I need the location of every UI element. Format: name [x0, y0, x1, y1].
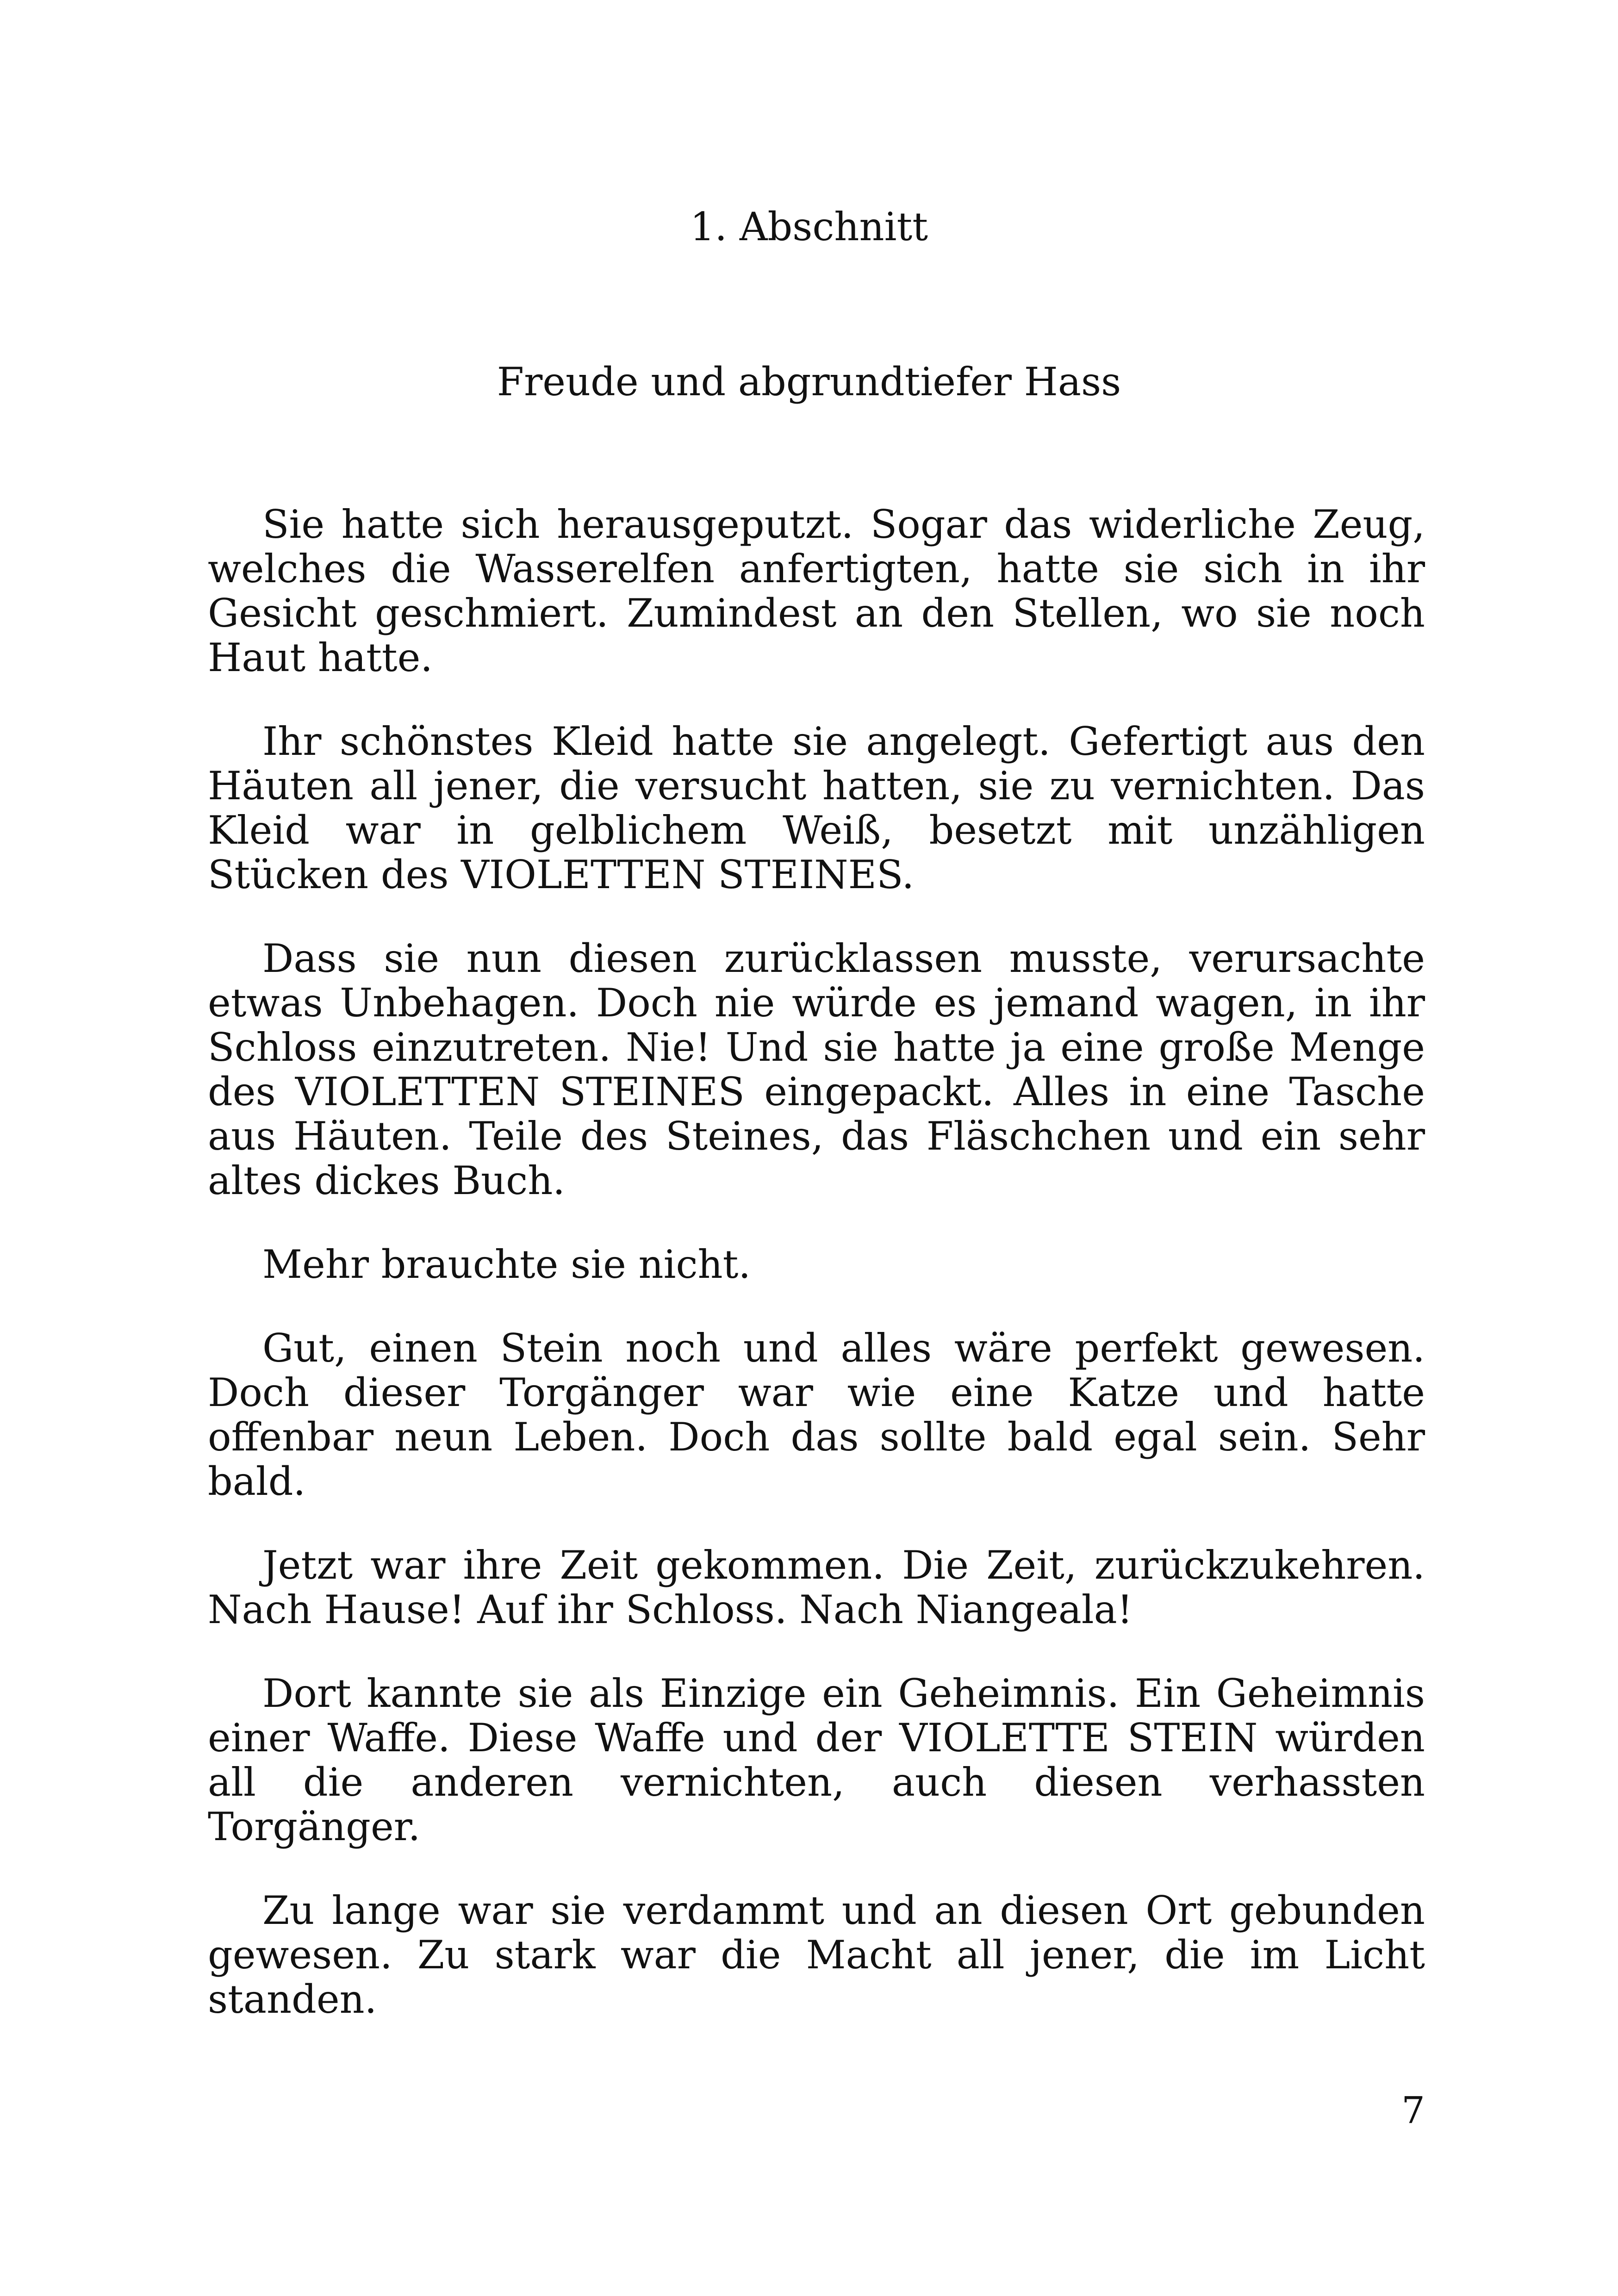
- section-heading: 1. Abschnitt: [690, 204, 928, 249]
- chapter-title: Freude und abgrundtiefer Hass: [497, 359, 1121, 404]
- paragraph: Dass sie nun diesen zurücklassen musste, verursachte etwas Unbehagen. Doch nie würde es jemand wagen, in ihr Schloss einzutreten. Nie! Und sie hatte ja eine große Menge des VIOLETTEN STEINES eingepackt. Alles in eine Tasche aus Häuten. Teile des Steines, das Fläschchen und ein sehr altes dickes Buch.: [208, 936, 1425, 1203]
- paragraph: Sie hatte sich herausgeputzt. Sogar das widerliche Zeug, welches die Wasserelfen anfertigten, hatte sie sich in ihr Gesicht geschmiert. Zumindest an den Stellen, wo sie noch Haut hatte.: [208, 502, 1425, 680]
- paragraph: Gut, einen Stein noch und alles wäre perfekt gewesen. Doch dieser Torgänger war wie eine Katze und hatte offenbar neun Leben. Doch das sollte bald egal sein. Sehr bald.: [208, 1325, 1425, 1504]
- paragraph: Jetzt war ihre Zeit gekommen. Die Zeit, zurückzukehren. Nach Hause! Auf ihr Schloss. Nach Niangeala!: [208, 1543, 1425, 1632]
- page-number: 7: [1401, 2089, 1425, 2132]
- paragraph: Ihr schönstes Kleid hatte sie angelegt. Gefertigt aus den Häuten all jener, die versucht hatten, sie zu vernichten. Das Kleid war in gelblichem Weiß, besetzt mit unzähligen Stücken des VIOLETTEN STEINES.: [208, 719, 1425, 897]
- paragraph: Dort kannte sie als Einzige ein Geheimnis. Ein Geheimnis einer Waffe. Diese Waffe und der VIOLETTE STEIN würden all die anderen vernichten, auch diesen verhassten Torgänger.: [208, 1671, 1425, 1849]
- body-text: [208, 502, 1425, 2061]
- paragraph: Zu lange war sie verdammt und an diesen Ort gebunden gewesen. Zu stark war die Macht all jener, die im Licht standen.: [208, 1888, 1425, 2022]
- paragraph: Mehr brauchte sie nicht.: [262, 1242, 751, 1287]
